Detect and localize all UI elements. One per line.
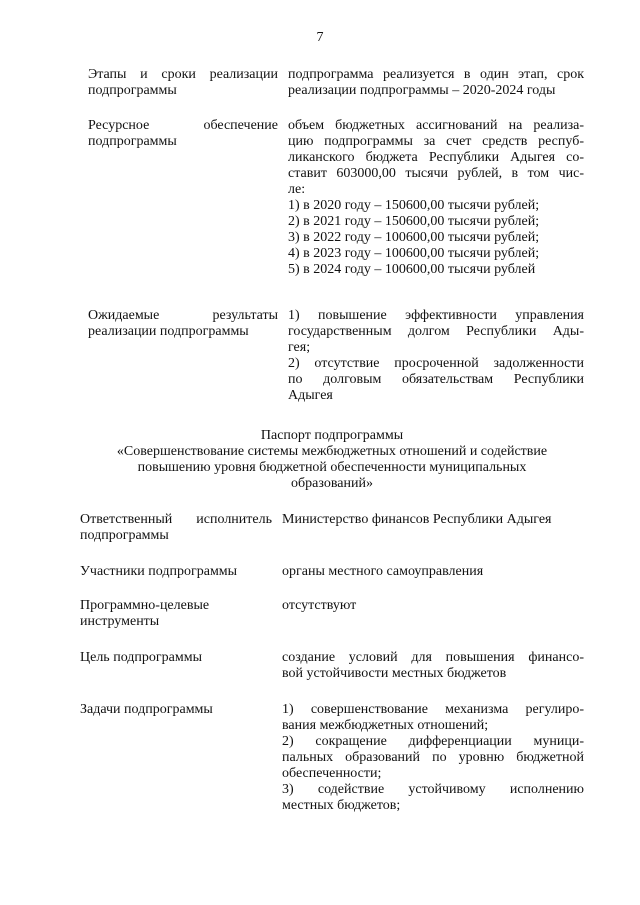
value-line: по долговым обязательствам Республики bbox=[288, 372, 584, 387]
value-line: 1) в 2020 году – 150600,00 тысячи рублей; bbox=[288, 198, 540, 213]
row-label bbox=[88, 308, 288, 404]
value-line: 5) в 2024 году – 100600,00 тысячи рублей bbox=[288, 262, 536, 277]
row-tasks bbox=[80, 702, 584, 814]
value-line: создание условий для повышения финансо- bbox=[282, 650, 584, 665]
label-line: инструменты bbox=[80, 614, 160, 629]
row-program-target-tools bbox=[80, 598, 584, 630]
value-line: отсутствуют bbox=[282, 598, 357, 613]
label-line: Задачи подпрограммы bbox=[80, 702, 213, 717]
passport-title: Паспорт подпрограммы bbox=[260, 428, 404, 443]
row-label bbox=[80, 702, 282, 814]
value-line: обеспеченности; bbox=[282, 766, 382, 781]
value-line: 2) отсутствие просроченной задолженности bbox=[288, 356, 584, 371]
label-line: Цель подпрограммы bbox=[80, 650, 202, 665]
value-line: вания межбюджетных отношений; bbox=[282, 718, 489, 733]
passport-subtitle-line: повышению уровня бюджетной обеспеченности муниципальных bbox=[137, 460, 527, 475]
row-value bbox=[282, 564, 584, 580]
row-value bbox=[288, 308, 584, 404]
row-resource-provision bbox=[88, 118, 584, 278]
page-number: 7 bbox=[316, 30, 324, 45]
label-line: Программно-целевые bbox=[80, 598, 210, 613]
value-line: ставит 603000,00 тысячи рублей, в том чис- bbox=[288, 166, 584, 181]
row-responsible-executor bbox=[80, 512, 584, 544]
value-line: 3) в 2022 году – 100600,00 тысячи рублей; bbox=[288, 230, 540, 245]
row-expected-results bbox=[88, 308, 584, 404]
label-line: подпрограммы bbox=[88, 83, 177, 98]
value-line: Адыгея bbox=[288, 388, 333, 403]
row-value bbox=[288, 118, 584, 278]
value-line: реализации подпрограммы – 2020-2024 годы bbox=[288, 83, 556, 98]
row-label bbox=[88, 67, 288, 99]
value-line: 3) содействие устойчивому исполнению bbox=[282, 782, 584, 797]
row-participants bbox=[80, 564, 584, 580]
value-line: гея; bbox=[288, 340, 311, 355]
row-label bbox=[80, 564, 282, 580]
passport-subtitle-line: образований» bbox=[291, 476, 373, 491]
row-label bbox=[80, 650, 282, 682]
value-line: 1) повышение эффективности управления bbox=[288, 308, 584, 323]
value-line: 1) совершенствование механизма регулиро- bbox=[282, 702, 584, 717]
value-line: местных бюджетов; bbox=[282, 798, 401, 813]
row-value bbox=[288, 67, 584, 99]
value-line: цию подпрограммы за счет средств респуб- bbox=[288, 134, 584, 149]
value-line: ле: bbox=[288, 182, 306, 197]
value-line: вой устойчивости местных бюджетов bbox=[282, 666, 507, 681]
row-stages-and-terms bbox=[88, 67, 584, 99]
label-line: Этапы и сроки реализации bbox=[88, 67, 278, 82]
row-value bbox=[282, 598, 584, 630]
passport-heading bbox=[80, 428, 584, 492]
label-line: Ресурсное обеспечение bbox=[88, 118, 278, 133]
value-line: государственным долгом Республики Ады- bbox=[288, 324, 584, 339]
value-line: органы местного самоуправления bbox=[282, 564, 484, 579]
row-label bbox=[80, 598, 282, 630]
passport-subtitle-line: «Совершенствование системы межбюджетных отношений и содействие bbox=[116, 444, 548, 459]
row-value bbox=[282, 702, 584, 814]
value-line: объем бюджетных ассигнований на реализа- bbox=[288, 118, 584, 133]
row-label bbox=[80, 512, 282, 544]
label-line: подпрограммы bbox=[80, 528, 169, 543]
value-line: пальных образований по уровню бюджетной bbox=[282, 750, 584, 765]
row-value bbox=[282, 650, 584, 682]
value-line: 2) в 2021 году – 150600,00 тысячи рублей; bbox=[288, 214, 540, 229]
value-line: подпрограмма реализуется в один этап, срок bbox=[288, 67, 584, 82]
label-line: Ожидаемые результаты bbox=[88, 308, 278, 323]
label-line: реализации подпрограммы bbox=[88, 324, 249, 339]
value-line: Министерство финансов Республики Адыгея bbox=[282, 512, 552, 527]
label-line: Ответственный исполнитель bbox=[80, 512, 272, 527]
label-line: Участники подпрограммы bbox=[80, 564, 238, 579]
row-value bbox=[282, 512, 584, 544]
label-line: подпрограммы bbox=[88, 134, 177, 149]
row-label bbox=[88, 118, 288, 278]
value-line: 4) в 2023 году – 100600,00 тысячи рублей; bbox=[288, 246, 540, 261]
value-line: 2) сокращение дифференциации муници- bbox=[282, 734, 584, 749]
value-line: ликанского бюджета Республики Адыгея со- bbox=[288, 150, 584, 165]
row-goal bbox=[80, 650, 584, 682]
